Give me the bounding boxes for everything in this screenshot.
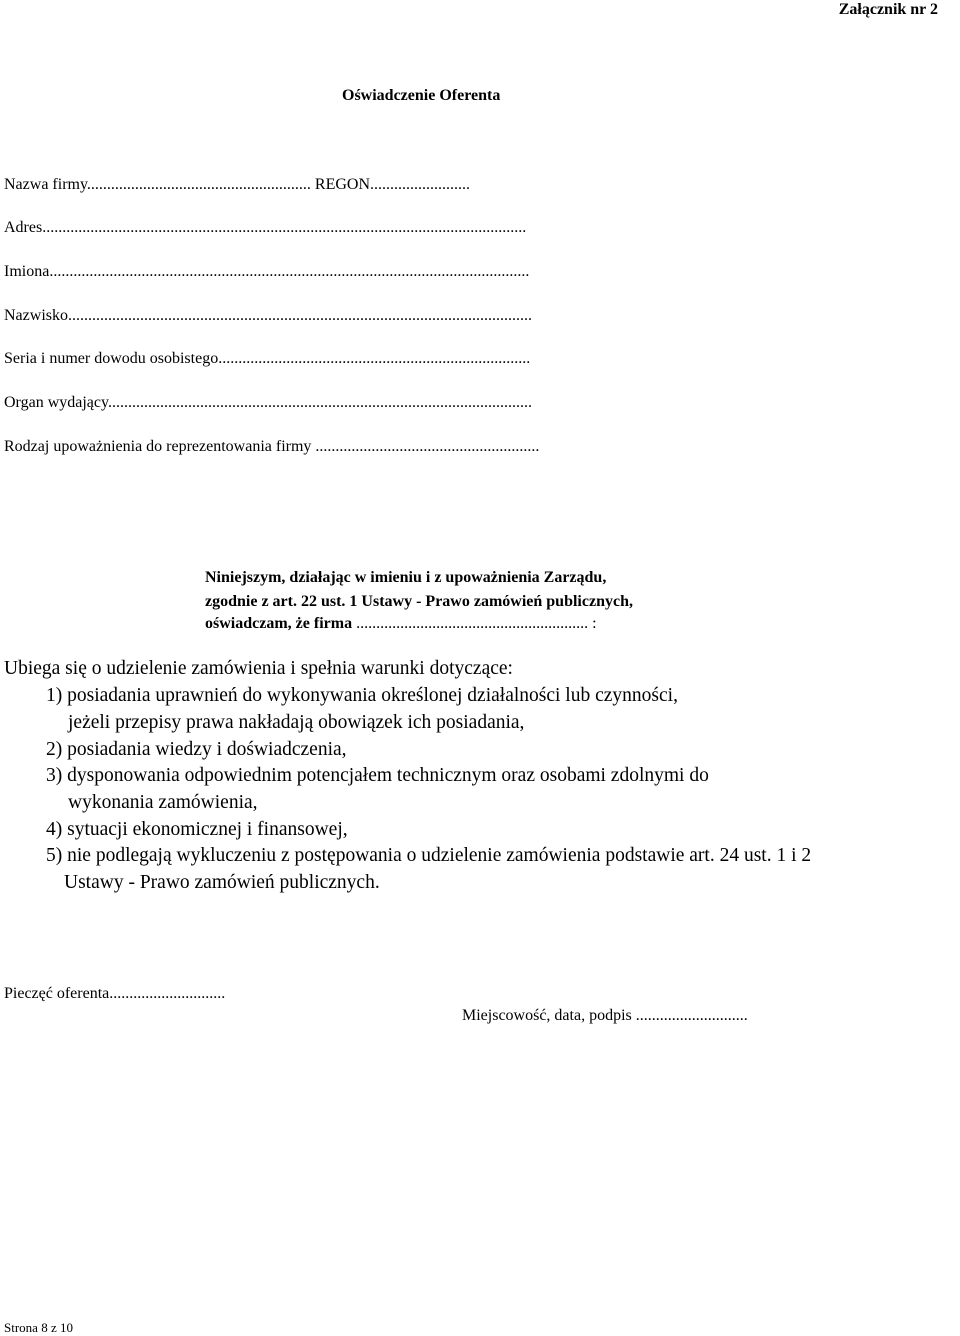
company-name-regon-field: Nazwa firmy........................................................ REGON......................... [4, 176, 471, 193]
first-names-field: Imiona........................................................................................................................ [4, 263, 530, 280]
conditions-intro: Ubiega się o udzielenie zamówienia i spełnia warunki dotyczące: [4, 658, 513, 679]
document-title: Oświadczenie Oferenta [342, 87, 501, 104]
declaration-line-3-dots: .......................................................... : [352, 615, 597, 632]
condition-4: 4) sytuacji ekonomicznej i finansowej, [46, 819, 348, 840]
address-field: Adres......................................................................................................................... [4, 219, 527, 236]
issuing-authority-field: Organ wydający.......................................................................................................... [4, 394, 532, 411]
declaration-line-1: Niniejszym, działając w imieniu i z upoważnienia Zarządu, [205, 569, 607, 586]
condition-1-continued: jeżeli przepisy prawa nakładają obowiązek ich posiadania, [68, 712, 525, 733]
id-number-field: Seria i numer dowodu osobistego.............................................................................. [4, 350, 531, 367]
declaration-line-3 [205, 615, 597, 633]
condition-1: 1) posiadania uprawnień do wykonywania określonej działalności lub czynności, [46, 685, 678, 706]
surname-field: Nazwisko.................................................................................................................... [4, 307, 532, 324]
condition-3-continued: wykonania zamówienia, [68, 792, 258, 813]
condition-3: 3) dysponowania odpowiednim potencjałem technicznym oraz osobami zdolnymi do [46, 765, 709, 786]
condition-2: 2) posiadania wiedzy i doświadczenia, [46, 739, 347, 760]
declaration-line-3-bold: oświadczam, że firma [205, 615, 353, 632]
declaration-line-2: zgodnie z art. 22 ust. 1 Ustawy - Prawo zamówień publicznych, [205, 593, 633, 610]
stamp-field: Pieczęć oferenta............................. [4, 985, 226, 1002]
authorization-type-field: Rodzaj upoważnienia do reprezentowania firmy ........................................................ [4, 438, 540, 455]
condition-5-continued: Ustawy - Prawo zamówień publicznych. [64, 872, 380, 893]
page-number: Strona 8 z 10 [4, 1320, 73, 1335]
attachment-label: Załącznik nr 2 [838, 1, 938, 18]
place-date-signature-field: Miejscowość, data, podpis ............................ [462, 1007, 748, 1024]
condition-5: 5) nie podlegają wykluczeniu z postępowania o udzielenie zamówienia podstawie art. 24 ust. 1 i 2 [46, 845, 812, 866]
